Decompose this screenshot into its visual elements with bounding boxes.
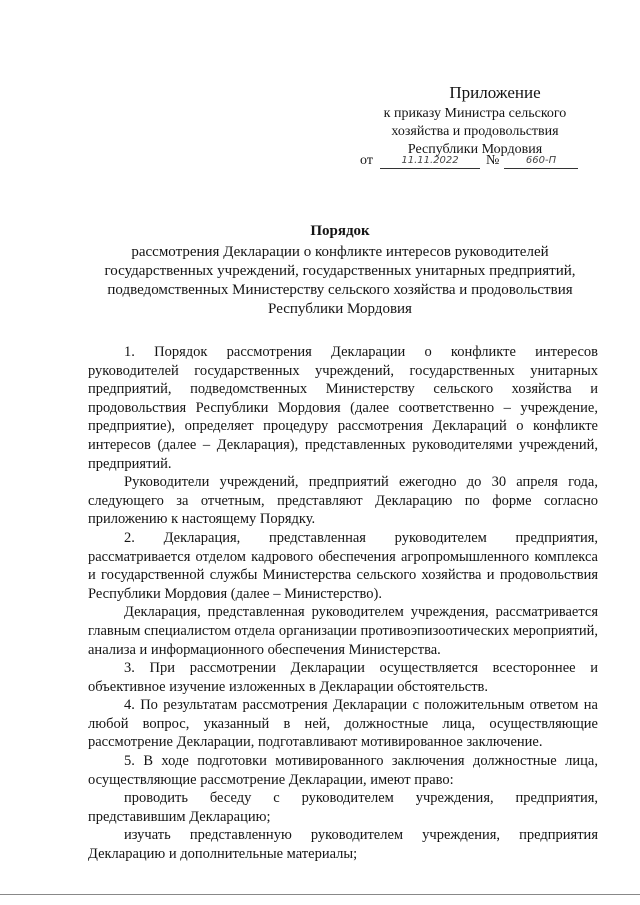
heading-line-2: государственных учреждений, государственных унитарных предприятий,: [104, 263, 576, 279]
appendix-line-2: хозяйства и продовольствия: [391, 124, 559, 139]
number-label: №: [486, 153, 500, 168]
paragraph-5: 3. При рассмотрении Декларации осуществляется всестороннее и объективное изучение изложенных в Декларации обстоятельств.: [88, 660, 598, 695]
appendix-title: Приложение: [449, 83, 541, 102]
paragraph-1: 1. Порядок рассмотрения Декларации о конфликте интересов руководителей государственных учреждений, государственных унитарных предприятий, подведомственных Министерству сельского хозяйства и продовольствия Республики Мордовия (далее соответственно – учреждение, предприятие), определяет процедуру рассмотрения Деклараций о конфликте интересов (далее – Декларация), представленных руководителями учреждений, предприятий.: [88, 344, 598, 472]
paragraph-7: 5. В ходе подготовки мотивированного заключения должностные лица, осуществляющие рассмотрение Декларации, имеют право:: [88, 753, 598, 788]
date-label: от: [360, 153, 373, 168]
paragraph-6: 4. По результатам рассмотрения Декларации с положительным ответом на любой вопрос, указанный в ней, должностные лица, осуществляющие рассмотрение Декларации, подготавливают мотивированное заключение.: [88, 697, 598, 751]
number-handwritten: 660-П: [504, 154, 578, 169]
heading-line-3: подведомственных Министерству сельского хозяйства и продовольствия: [107, 282, 573, 298]
date-handwritten: 11.11.2022: [380, 154, 480, 169]
paragraph-8: проводить беседу с руководителем учреждения, предприятия, представившим Декларацию;: [88, 790, 598, 825]
paragraph-9: изучать представленную руководителем учреждения, предприятия Декларацию и дополнительные материалы;: [88, 827, 598, 863]
appendix-line-1: к приказу Министра сельского: [383, 106, 567, 121]
paragraph-3: 2. Декларация, представленная руководителем предприятия, рассматривается отделом кадрового обеспечения агропромышленного комплекса и государственной службы Министерства сельского хозяйства и продовольствия Республики Мордовия (далее – Министерство).: [88, 529, 598, 602]
document-heading: [90, 222, 590, 319]
appendix-line-3: Республики Мордовия: [407, 142, 543, 157]
page-bottom-divider: [0, 894, 640, 895]
heading-title: Порядок: [310, 223, 370, 239]
document-body: [88, 343, 598, 864]
heading-line-4: Республики Мордовия: [268, 301, 412, 317]
heading-line-1: рассмотрения Декларации о конфликте интересов руководителей: [131, 244, 549, 260]
appendix-block: [350, 82, 600, 159]
paragraph-2: Руководители учреждений, предприятий ежегодно до 30 апреля года, следующего за отчетным, представляют Декларацию по форме согласно приложению к настоящему Порядку.: [88, 474, 598, 528]
paragraph-4: Декларация, представленная руководителем учреждения, рассматривается главным специалистом отдела организации противоэпизоотических мероприятий, анализа и информационного обеспечения Министерства.: [88, 604, 598, 658]
